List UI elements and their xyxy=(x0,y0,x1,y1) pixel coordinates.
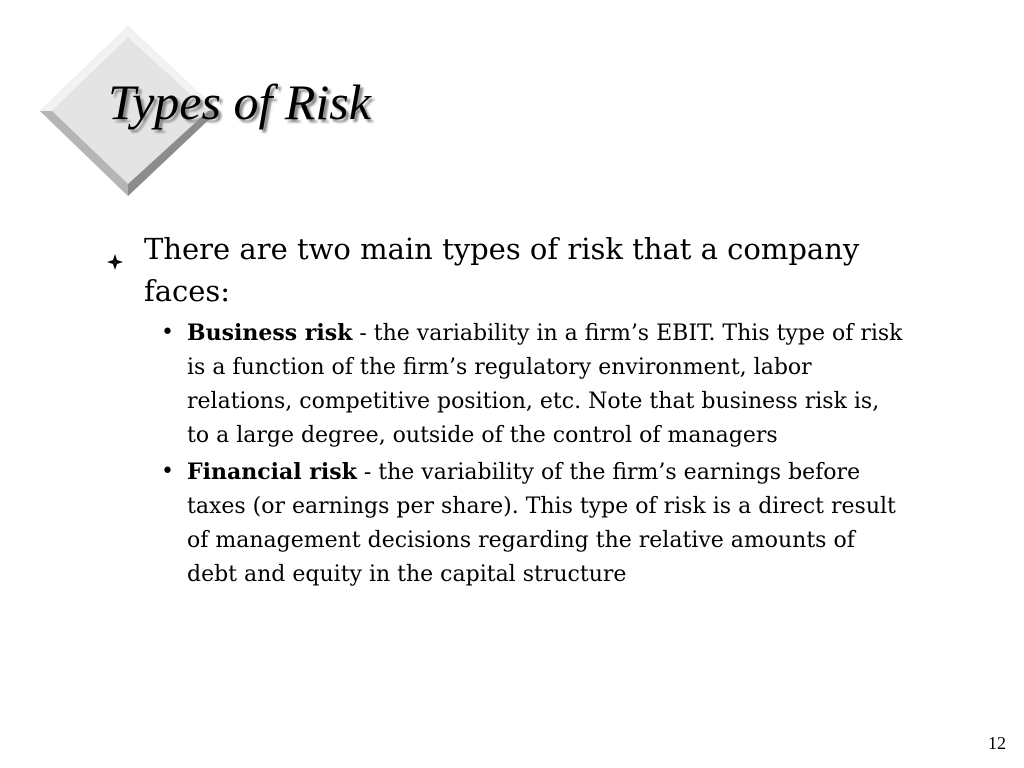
list-item xyxy=(105,316,907,453)
sub-bullet-text: - the variability in a firm’s EBIT. This type of risk is a function of the firm’s regulatory environment, labor relations, competitive position, etc. Note that business risk is, to a large degree, outside of the control of managers xyxy=(187,321,903,448)
dot-icon: • xyxy=(161,459,174,484)
list-item xyxy=(105,455,907,592)
page-title: Types of Risk xyxy=(108,74,371,130)
sub-bullet-term: Financial risk xyxy=(187,459,357,485)
dot-icon: • xyxy=(161,320,174,345)
slide-body xyxy=(105,228,965,594)
main-bullet-text: There are two main types of risk that a company faces: xyxy=(144,232,860,308)
page-number: 12 xyxy=(988,733,1006,753)
sub-bullet-term: Business risk xyxy=(187,320,353,346)
sub-bullet-text: - the variability of the firm’s earnings before taxes (or earnings per share). This type of risk is a direct result of management decisions regarding the relative amounts of debt and equity in the capital structure xyxy=(187,460,896,587)
main-bullet xyxy=(105,228,904,312)
four-petal-diamond-icon xyxy=(107,239,123,255)
sub-bullet-list xyxy=(105,316,965,592)
